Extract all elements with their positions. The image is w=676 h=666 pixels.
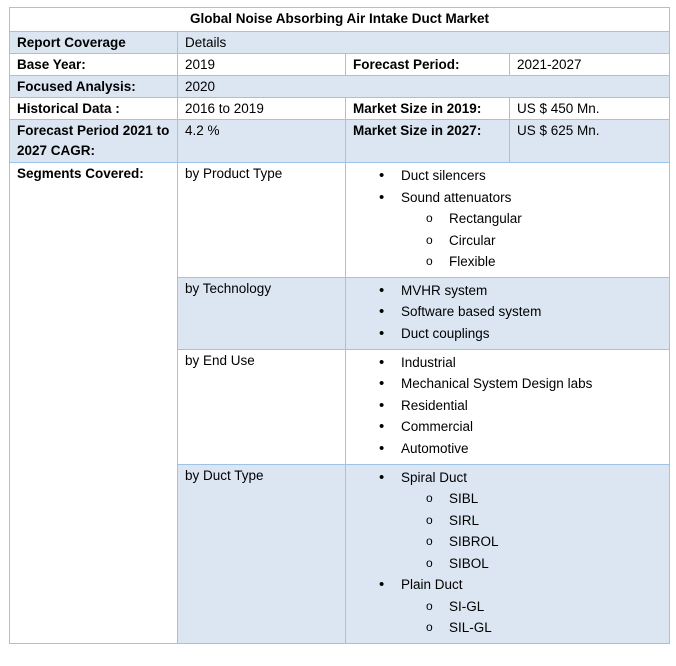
focused-analysis-row [10, 76, 670, 98]
list-item: • Sound attenuators [353, 187, 662, 209]
table-title: Global Noise Absorbing Air Intake Duct Market [10, 8, 670, 32]
list-item: • Spiral Duct [353, 467, 662, 489]
end-use-list [346, 349, 670, 464]
historical-data-value: 2016 to 2019 [178, 98, 346, 120]
report-coverage-value: Details [178, 32, 670, 54]
focused-analysis-label: Focused Analysis: [10, 76, 178, 98]
focused-analysis-value: 2020 [178, 76, 670, 98]
market-report-table-container [9, 7, 669, 644]
historical-data-label: Historical Data : [10, 98, 178, 120]
list-item: • Duct couplings [353, 323, 662, 345]
cagr-value: 4.2 % [178, 120, 346, 163]
list-sub-item: o SIL-GL [353, 617, 662, 639]
base-year-value: 2019 [178, 54, 346, 76]
title-row [10, 8, 670, 32]
base-year-label: Base Year: [10, 54, 178, 76]
forecast-period-value: 2021-2027 [510, 54, 670, 76]
technology-label: by Technology [178, 277, 346, 349]
list-item: • Mechanical System Design labs [353, 373, 662, 395]
market-size-2027-label: Market Size in 2027: [346, 120, 510, 163]
list-sub-item: o SI-GL [353, 596, 662, 618]
report-coverage-label: Report Coverage [10, 32, 178, 54]
list-item: • Commercial [353, 416, 662, 438]
market-size-2019-value: US $ 450 Mn. [510, 98, 670, 120]
list-item: • Plain Duct [353, 574, 662, 596]
market-size-2019-label: Market Size in 2019: [346, 98, 510, 120]
end-use-label: by End Use [178, 349, 346, 464]
list-sub-item: o Circular [353, 230, 662, 252]
list-sub-item: o SIBROL [353, 531, 662, 553]
duct-type-list [346, 464, 670, 643]
list-sub-item: o SIBL [353, 488, 662, 510]
base-year-row [10, 54, 670, 76]
list-sub-item: o Flexible [353, 251, 662, 273]
market-size-2027-value: US $ 625 Mn. [510, 120, 670, 163]
cagr-row [10, 120, 670, 163]
segments-covered-label: Segments Covered: [10, 163, 178, 644]
list-sub-item: o SIRL [353, 510, 662, 532]
list-item: • Duct silencers [353, 165, 662, 187]
report-coverage-row [10, 32, 670, 54]
market-report-table [9, 7, 670, 644]
historical-data-row [10, 98, 670, 120]
forecast-period-label: Forecast Period: [346, 54, 510, 76]
list-item: • MVHR system [353, 280, 662, 302]
list-sub-item: o SIBOL [353, 553, 662, 575]
duct-type-label: by Duct Type [178, 464, 346, 643]
list-item: • Residential [353, 395, 662, 417]
list-sub-item: o Rectangular [353, 208, 662, 230]
product-type-list [346, 163, 670, 278]
list-item: • Automotive [353, 438, 662, 460]
list-item: • Software based system [353, 301, 662, 323]
cagr-label: Forecast Period 2021 to 2027 CAGR: [10, 120, 178, 163]
product-type-label: by Product Type [178, 163, 346, 278]
technology-list [346, 277, 670, 349]
list-item: • Industrial [353, 352, 662, 374]
segment-product-type-row [10, 163, 670, 278]
